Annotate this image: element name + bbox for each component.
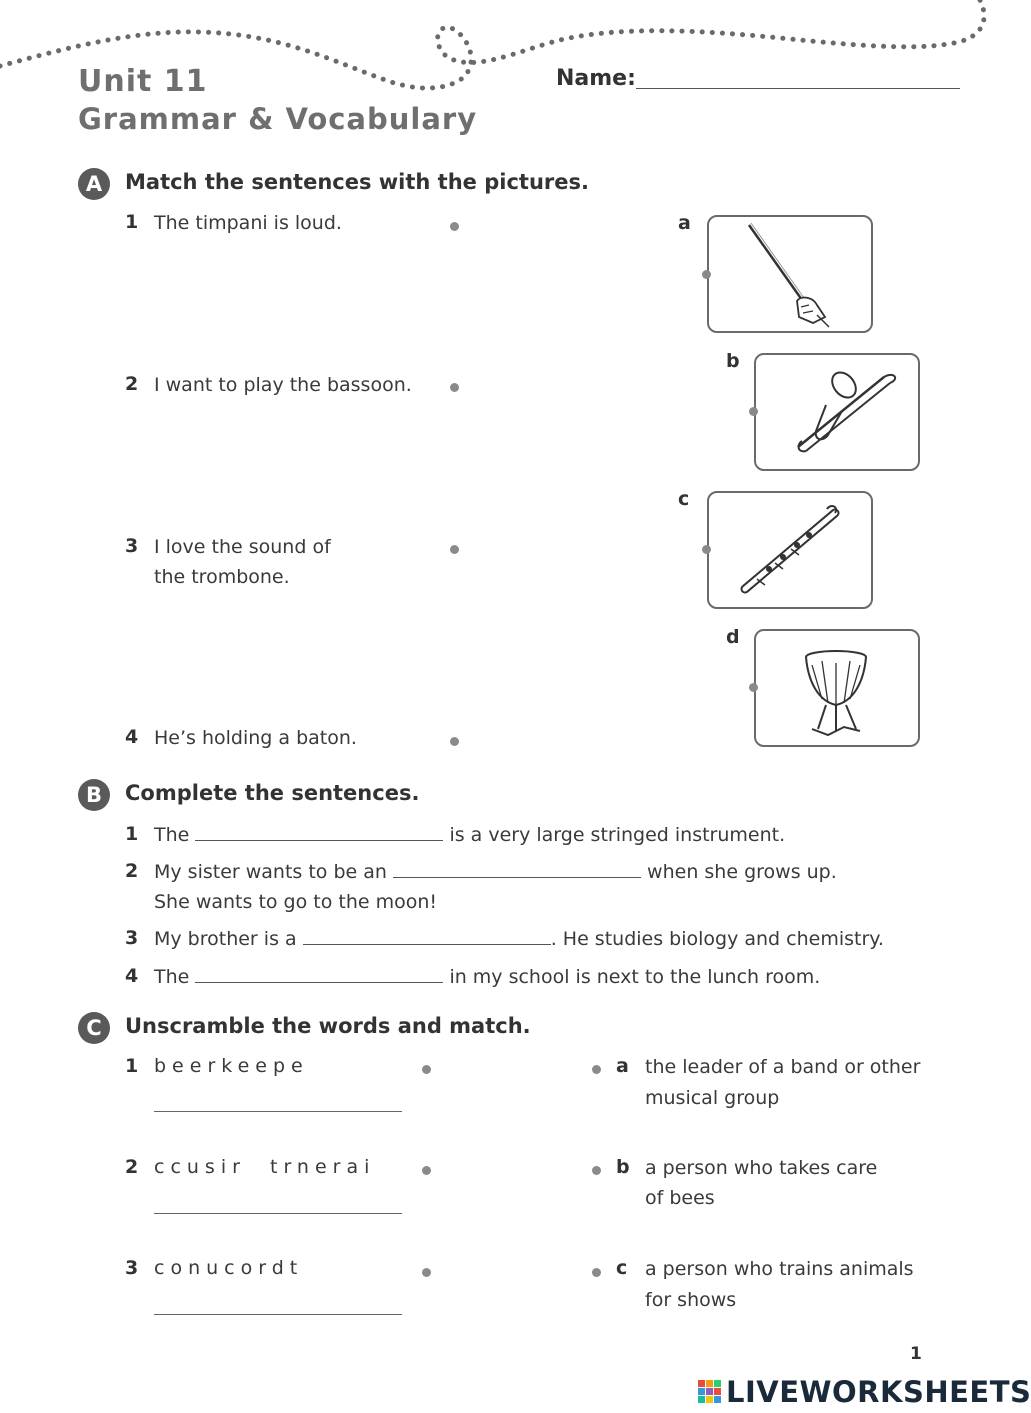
- c-def-b-match-dot[interactable]: [592, 1166, 601, 1175]
- c-item-2-answer-line[interactable]: [154, 1213, 402, 1214]
- a-item-2-number: 2: [125, 373, 139, 395]
- c-def-a-letter: a: [616, 1055, 629, 1077]
- c-item-3-answer-line[interactable]: [154, 1314, 402, 1315]
- a-item-2-match-dot[interactable]: [450, 383, 459, 392]
- unit-subtitle: Grammar & Vocabulary: [78, 102, 478, 136]
- section-c-badge: C: [78, 1012, 110, 1044]
- name-label: Name:: [556, 66, 636, 91]
- c-def-a-match-dot[interactable]: [592, 1065, 601, 1074]
- b-item-4-before: The: [154, 966, 190, 988]
- c-def-b-letter: b: [616, 1156, 630, 1178]
- c-item-2-scrambled: ccusir trnerai: [154, 1156, 376, 1178]
- name-input-line[interactable]: [636, 88, 960, 89]
- c-item-3-match-dot[interactable]: [422, 1268, 431, 1277]
- a-item-1-match-dot[interactable]: [450, 222, 459, 231]
- section-a-badge: A: [78, 168, 110, 200]
- a-item-2-text: I want to play the bassoon.: [154, 374, 412, 396]
- c-def-c-match-dot[interactable]: [592, 1268, 601, 1277]
- c-def-a-line2: musical group: [645, 1087, 780, 1109]
- c-def-b-line1: a person who takes care: [645, 1157, 878, 1179]
- b-item-2-number: 2: [125, 860, 139, 882]
- a-item-1-number: 1: [125, 211, 139, 233]
- b-item-3-number: 3: [125, 927, 139, 949]
- picture-c-letter: c: [678, 488, 690, 510]
- liveworksheets-brand[interactable]: LIVEWORKSHEETS: [726, 1375, 1031, 1409]
- b-item-3-blank[interactable]: [303, 924, 551, 945]
- c-item-1-answer-line[interactable]: [154, 1111, 402, 1112]
- c-def-b-line2: of bees: [645, 1187, 715, 1209]
- liveworksheets-logo-icon: [698, 1380, 722, 1404]
- b-item-1-number: 1: [125, 823, 139, 845]
- picture-d-box: [754, 629, 920, 747]
- b-item-4-sentence: [154, 962, 820, 992]
- b-item-2-blank[interactable]: [393, 857, 641, 878]
- a-item-3-text-line2: the trombone.: [154, 566, 290, 588]
- picture-b-match-dot[interactable]: [749, 407, 758, 416]
- a-item-4-text: He’s holding a baton.: [154, 727, 357, 749]
- bassoon-icon: [709, 493, 869, 605]
- b-item-2-after: when she grows up.: [647, 861, 837, 883]
- c-item-3-scrambled: conucordt: [154, 1257, 304, 1279]
- b-item-4-blank[interactable]: [195, 962, 443, 983]
- picture-c-box: [707, 491, 873, 609]
- c-item-3-number: 3: [125, 1257, 139, 1279]
- c-def-c-letter: c: [616, 1257, 628, 1279]
- c-def-a-line1: the leader of a band or other: [645, 1056, 921, 1078]
- b-item-4-after: in my school is next to the lunch room.: [449, 966, 821, 988]
- section-b-instruction: Complete the sentences.: [125, 781, 420, 805]
- a-item-3-number: 3: [125, 535, 139, 557]
- section-c-instruction: Unscramble the words and match.: [125, 1014, 531, 1038]
- b-item-2-before: My sister wants to be an: [154, 861, 387, 883]
- picture-a-match-dot[interactable]: [702, 270, 711, 279]
- c-def-c-line1: a person who trains animals: [645, 1258, 914, 1280]
- b-item-3-before: My brother is a: [154, 928, 297, 950]
- page-number: 1: [910, 1344, 922, 1364]
- section-b-badge: B: [78, 779, 110, 811]
- baton-icon: [709, 217, 869, 329]
- a-item-3-match-dot[interactable]: [450, 545, 459, 554]
- c-def-c-line2: for shows: [645, 1289, 737, 1311]
- a-item-4-match-dot[interactable]: [450, 737, 459, 746]
- trombone-icon: [756, 355, 916, 467]
- b-item-3-sentence: [154, 924, 884, 954]
- b-item-4-number: 4: [125, 965, 139, 987]
- a-item-1-text: The timpani is loud.: [154, 212, 342, 234]
- unit-title: Unit 11: [78, 64, 208, 99]
- b-item-1-blank[interactable]: [195, 820, 443, 841]
- picture-a-box: [707, 215, 873, 333]
- picture-d-match-dot[interactable]: [749, 683, 758, 692]
- b-item-3-after: . He studies biology and chemistry.: [550, 928, 884, 950]
- b-item-1-sentence: [154, 820, 785, 850]
- a-item-3-text-line1: I love the sound of: [154, 536, 331, 558]
- c-item-2-number: 2: [125, 1156, 139, 1178]
- c-item-2-match-dot[interactable]: [422, 1166, 431, 1175]
- b-item-2-sentence: [154, 857, 837, 887]
- section-a-instruction: Match the sentences with the pictures.: [125, 170, 589, 194]
- b-item-1-after: is a very large stringed instrument.: [449, 824, 786, 846]
- c-item-1-match-dot[interactable]: [422, 1065, 431, 1074]
- a-item-4-number: 4: [125, 726, 139, 748]
- picture-a-letter: a: [678, 212, 691, 234]
- picture-c-match-dot[interactable]: [702, 545, 711, 554]
- c-item-1-scrambled: beerkeepe: [154, 1055, 309, 1077]
- b-item-1-before: The: [154, 824, 190, 846]
- picture-b-box: [754, 353, 920, 471]
- timpani-icon: [756, 631, 916, 743]
- picture-d-letter: d: [726, 626, 740, 648]
- c-item-1-number: 1: [125, 1055, 139, 1077]
- b-item-2-line2: She wants to go to the moon!: [154, 891, 438, 913]
- picture-b-letter: b: [726, 350, 740, 372]
